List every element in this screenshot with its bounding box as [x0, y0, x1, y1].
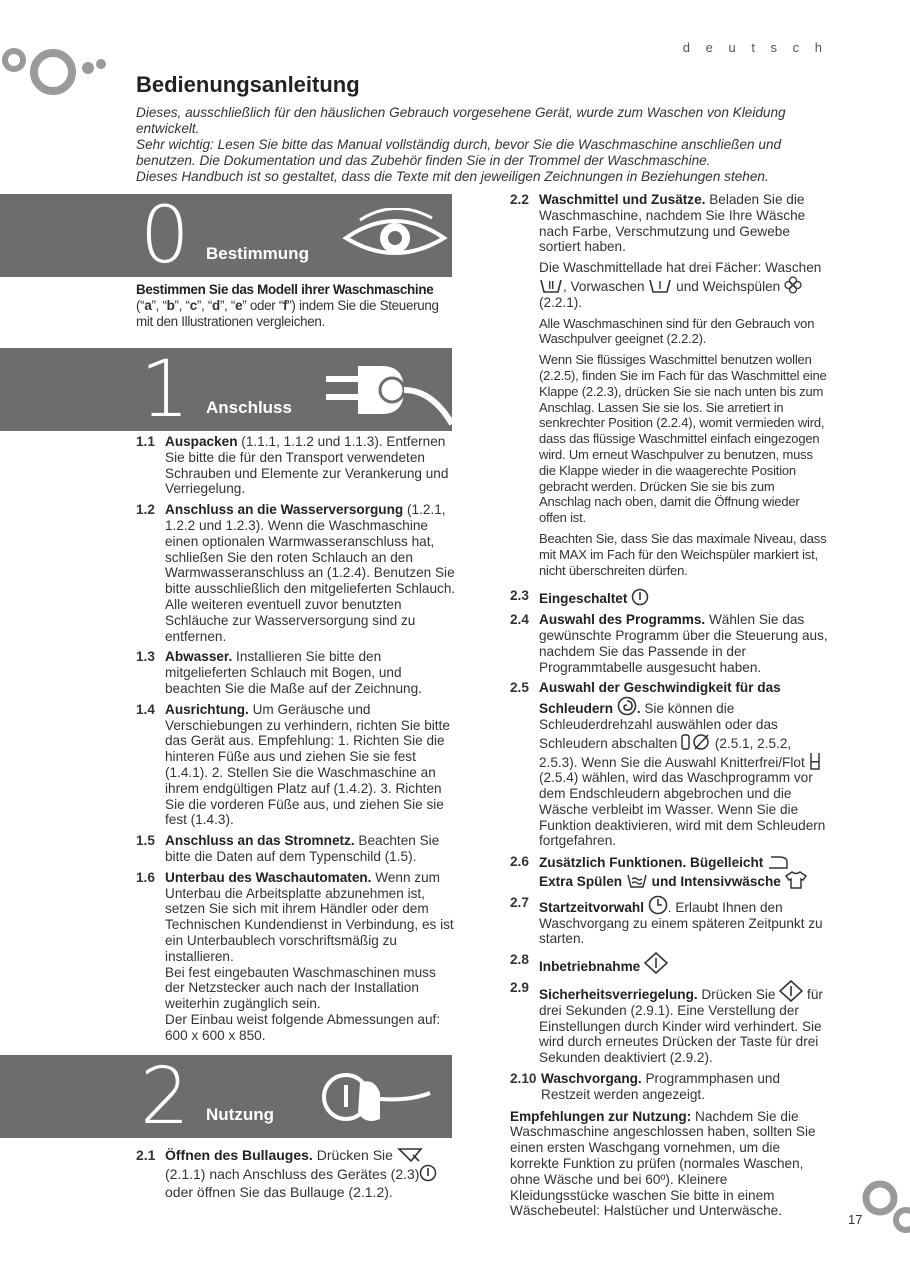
bestimmung-text [136, 282, 456, 329]
bestimmung-heading: Bestimmen Sie das Modell ihrer Waschmaschine [136, 282, 434, 297]
recommendations: Empfehlungen zur Nutzung: Nachdem Sie die Waschmaschine angeschlossen haben, sollten Sie einen ersten Waschgang vornehmen, um die korrekte Funktion zu prüfen (normales Waschen, ohne Wäsche und bei 60º). Kleinere Kleidungsstücke waschen Sie bitte in einem Wäschebeutel: Halstücher und Unterwäsche. [510, 1108, 816, 1219]
softener-flower-icon [784, 276, 802, 294]
door-open-icon [397, 1147, 423, 1163]
rinse-hold-icon [809, 752, 821, 770]
nutzung-right [510, 192, 828, 1219]
list-item: 2.5 Auswahl der Geschwindigkeit für das Schleudern . Sie können die Schleuderdrehzahl auswählen oder das Schleudern abschalten (2.5.1, 2.5.2, 2.5.3). Wenn Sie die Auswahl Knitterfrei/Flot (2.5.4) wählen, wird das Waschprogramm vor dem Endschleudern abgebrochen und die Wäsche verbleibt im Wasser. Wenn Sie die Funktion deaktivieren, wird mit dem Schleudern fortgefahren. [510, 680, 826, 849]
page-title: Bedienungsanleitung [136, 72, 360, 97]
nutzung-left [136, 1146, 456, 1206]
language-label: d e u t s c h [682, 40, 828, 55]
list-item: 2.10 Waschvorgang. Programmphasen und Restzeit werden angezeigt. [510, 1071, 780, 1102]
power-icon [631, 588, 649, 606]
finger-button-icon [320, 1063, 432, 1133]
list-item: 2.2 Waschmittel und Zusätze. Beladen Sie die Waschmaschine, nachdem Sie Ihre Wäsche nach Farbe, Verschmutzung und Gewebe sortiert haben. Die Waschmittellade hat drei Fächer: Waschen , Vorwaschen und Weichspülen (2.2.1). Alle Waschmaschinen sind für den Gebrauch von Waschpulver geeignet (2.2.2). Wenn Sie flüssiges Waschmittel benutzen wollen (2.2.5), finden Sie im Fach für das Waschmittel eine Klappe (2.2.3), drücken Sie sie nach unten bis zum Anschlag. Lassen Sie sie los. Sie arretiert in senkrechter Position (2.2.4), womit vermieden wird, dass das flüssige Waschmittel einfach eingezogen wird. Um erneut Waschpulver zu benutzen, muss die Klappe wieder in die waagerechte Position gebracht werden. Drücken Sie sie bis zum Anschlag nach oben, damit die Öffnung wieder offen ist. Beachten Sie, dass Sie das maximale Niveau, dass mit MAX im Fach für den Weichspüler markiert ist, nicht überschreiten dürfen. [510, 192, 827, 578]
start-diamond-icon [644, 952, 668, 974]
no-spin-icon [681, 733, 711, 751]
list-item: 2.6 Zusätzlich Funktionen. Bügelleicht Extra Spülen und Intensivwäsche [510, 854, 828, 890]
spin-icon [617, 696, 637, 716]
section-number: 1 [140, 345, 190, 435]
list-item: 1.4 Ausrichtung. Um Geräusche und Verschiebungen zu verhindern, richten Sie bitte das Gerät aus. Empfehlung: 1. Richten Sie die hinteren Füße aus und ziehen Sie sie fest (1.4.1). 2. Stellen Sie die Waschmaschine an ihrem endgültigen Platz auf (1.4.2). 3. Richten Sie die vorderen Füße aus, und ziehen Sie sie fest (1.4.3). [136, 701, 450, 828]
power-icon [419, 1164, 437, 1182]
section-label: Bestimmung [206, 244, 309, 263]
section-band-nutzung [0, 1052, 452, 1142]
bestimmung-body: (“a”, “b”, “c”, “d”, “e” oder “f”) indem Sie die Steuerung mit den Illustrationen vergleichen. [136, 297, 439, 329]
section-number: 2 [140, 1052, 190, 1142]
intro-paragraph: Dieses, ausschließlich für den häuslichen Gebrauch vorgesehene Gerät, wurde zum Waschen von Kleidung entwickelt. [136, 105, 786, 136]
easy-iron-icon [767, 854, 789, 870]
section-band-anschluss [0, 345, 452, 435]
list-item: 1.2 Anschluss an die Wasserversorgung (1.2.1, 1.2.2 und 1.2.3). Wenn die Waschmaschine einen optionalen Warmwasseranschluss hat, schließen Sie den roten Schlauch an den Warmwasseranschluss an (1.2.4). Benutzen Sie bitte ausschließlich den mitgelieferten Schlauch. Alle weiteren eventuell zuvor benutzten Schläuche zur Wasserversorgung sind zu entfernen. [136, 502, 456, 644]
list-item: 2.8 Inbetriebnahme [510, 952, 828, 975]
brand-logo-icon [0, 36, 110, 116]
prewash-compartment-icon [648, 278, 672, 294]
list-item: 1.6 Unterbau des Waschautomaten. Wenn zum Unterbau die Arbeitsplatte abzunehmen ist, setzen Sie sich mit ihrem Händler oder dem Technischen Kundendienst in Verbindung, es ist ein Unterbaublech vorschriftsmäßig zu installieren. Bei fest eingebauten Waschmaschinen muss der Netzstecker auch nach der Installation weiterhin zugänglich sein. Der Einbau weist folgende Abmessungen auf: 600 x 600 x 850. [136, 869, 454, 1043]
corner-logo-icon [858, 1176, 910, 1236]
list-item: 2.4 Auswahl des Programms. Wählen Sie das gewünschte Programm über die Steuerung aus, nachdem Sie das Passende in der Programmtabelle ausgesucht haben. [510, 612, 828, 675]
intro-paragraph: Dieses Handbuch ist so gestaltet, dass die Texte mit den jeweiligen Zeichnungen in Beziehungen stehen. [136, 169, 769, 184]
page-number: 17 [848, 1212, 863, 1227]
section-label: Nutzung [206, 1105, 274, 1124]
section-number: 0 [140, 191, 190, 281]
clock-icon [648, 895, 668, 915]
wash-compartment-icon [539, 278, 563, 294]
anschluss-list [136, 434, 456, 1048]
list-item: 1.3 Abwasser. Installieren Sie bitte den mitgelieferten Schlauch mit Bogen, und beachten Sie die Maße auf der Zeichnung. [136, 649, 422, 696]
intensive-wash-shirt-icon [785, 871, 807, 889]
section-band-bestimmung [0, 191, 452, 281]
list-item: 1.5 Anschluss an das Stromnetz. Beachten Sie bitte die Daten auf dem Typenschild (1.5). [136, 833, 440, 864]
eye-icon [340, 208, 450, 266]
list-item: 2.1 Öffnen des Bullauges. Drücken Sie (2.1.1) nach Anschluss des Gerätes (2.3) oder öffnen Sie das Bullauge (2.1.2). [136, 1146, 456, 1201]
list-item: 2.7 Startzeitvorwahl . Erlaubt Ihnen den Waschvorgang zu einem späteren Zeitpunkt zu starten. [510, 894, 823, 947]
intro-text [136, 105, 836, 185]
list-item: 2.3 Eingeschaltet [510, 588, 828, 607]
extra-rinse-icon [626, 873, 648, 889]
intro-paragraph: Sehr wichtig: Lesen Sie bitte das Manual vollständig durch, bevor Sie die Waschmaschine anschließen und benutzen. Die Dokumentation und das Zubehör finden Sie in der Trommel der Waschmaschine. [136, 137, 782, 168]
list-item: 1.1 Auspacken (1.1.1, 1.1.2 und 1.1.3). Entfernen Sie bitte die für den Transport verwendeten Schrauben und Elemente zur Verankerung und Verriegelung. [136, 434, 449, 497]
section-label: Anschluss [206, 398, 292, 417]
plug-icon [322, 354, 452, 426]
list-item: 2.9 Sicherheitsverriegelung. Drücken Sie für drei Sekunden (2.9.1). Eine Verstellung der Einstellungen durch Kinder wird verhindert. Sie wird durch erneutes Drücken der Taste für drei Sekunden deaktiviert (2.9.2). [510, 980, 823, 1066]
start-diamond-icon [779, 980, 803, 1002]
